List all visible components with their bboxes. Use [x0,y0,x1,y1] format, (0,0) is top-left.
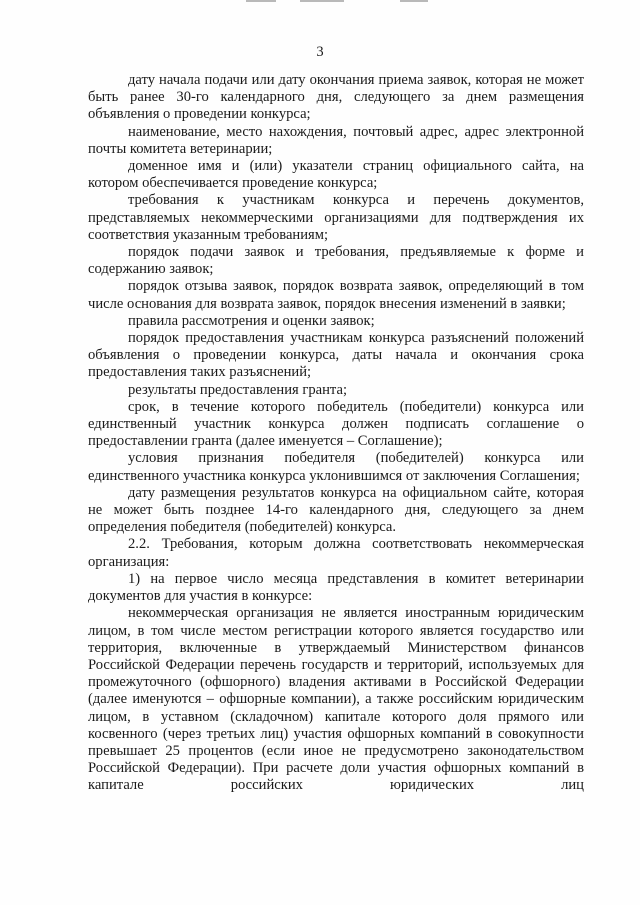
paragraph: результаты предоставления гранта; [128,381,348,398]
paragraph: срок, в течение которого победитель (победители) конкурса или единственный участник конкурса должен подписать соглашение о предоставлении гранта (далее именуется – Соглашение); [88,398,584,450]
paragraph: доменное имя и (или) указатели страниц официального сайта, на котором обеспечивается проведение конкурса; [88,158,584,192]
paragraph: правила рассмотрения и оценки заявок; [128,312,375,329]
paragraph: 1) на первое число месяца представления в комитет ветеринарии документов для участия в конкурсе: [88,570,584,605]
paragraph: условия признания победителя (победителей) конкурса или единственного участника конкурса уклонившимся от заключения Соглашения; [88,450,584,484]
paragraph: наименование, место нахождения, почтовый адрес, адрес электронной почты комитета ветеринарии; [88,123,584,157]
paragraph: порядок подачи заявок и требования, предъявляемые к форме и содержанию заявок; [88,244,584,278]
paragraph: порядок отзыва заявок, порядок возврата заявок, определяющий в том числе основания для возврата заявок, порядок внесения изменений в заявки; [88,278,584,312]
document-body [88,72,584,795]
page-number: 3 [316,44,324,60]
paragraph: дату размещения результатов конкурса на официальном сайте, которая не может быть позднее 14-го календарного дня, следующего за днем определения победителя (победителей) конкурса. [88,484,584,536]
paragraph: некоммерческая организация не является иностранным юридическим лицом, в том числе местом регистрации которого является государство или территория, включенные в утверждаемый Министерством финансов Российской Федерации перечень государств и территорий, используемых для промежуточного (офшорного) владения активами в Российской Федерации (далее именуются – офшорные компании), а также российским юридическим лицом, в уставном (складочном) капитале которого доля прямого или косвенного (через третьих лиц) участия офшорных компаний в совокупности превышает 25 процентов (если иное не предусмотрено законодательством Российской Федерации). При расчете доли участия офшорных компаний в капитале российских юридических лиц [88,605,584,794]
scan-edge-marks [0,0,640,4]
paragraph: требования к участникам конкурса и перечень документов, представляемых некоммерческими организациями для подтверждения их соответствия указанным требованиям; [88,192,584,243]
section-heading-paragraph: 2.2. Требования, которым должна соответствовать некоммерческая организация: [88,536,584,570]
paragraph: дату начала подачи или дату окончания приема заявок, которая не может быть ранее 30-го календарного дня, следующего за днем размещения объявления о проведении конкурса; [88,72,584,123]
paragraph: порядок предоставления участникам конкурса разъяснений положений объявления о проведении конкурса, даты начала и окончания срока предоставления таких разъяснений; [88,330,584,381]
